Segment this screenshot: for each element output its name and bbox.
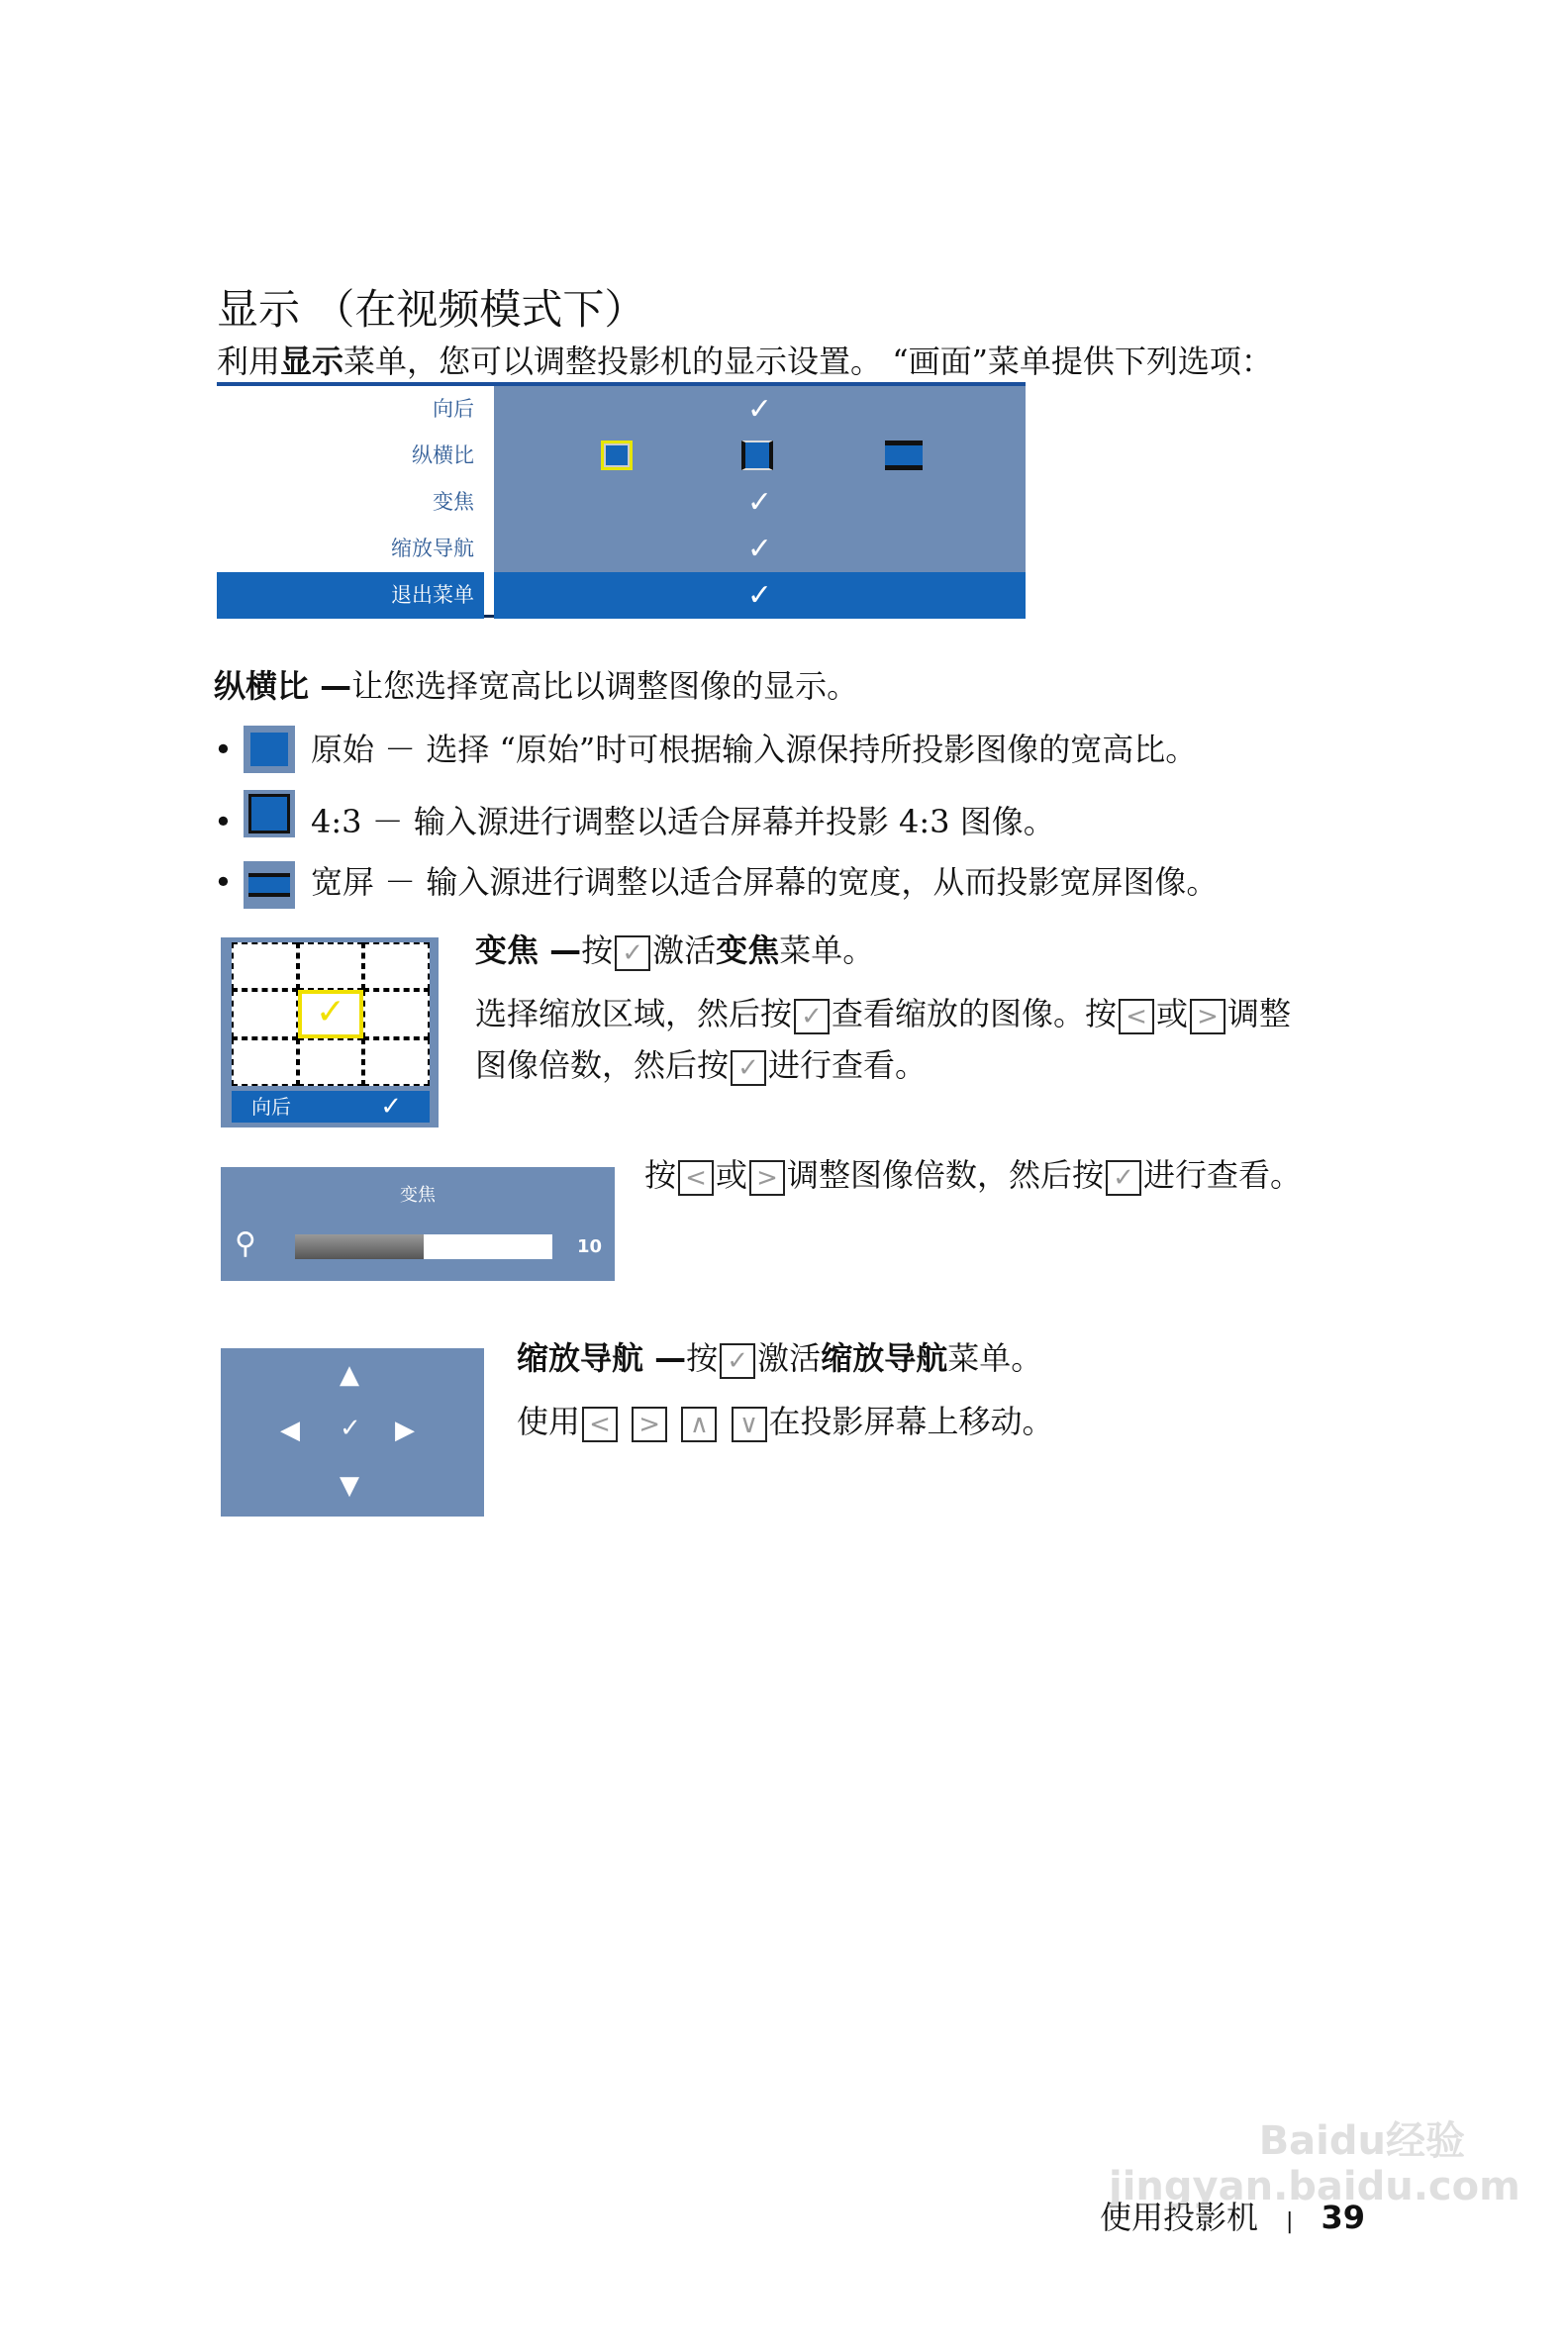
zoom-slider[interactable] [295,1234,552,1259]
footer-section: 使用投影机 [1100,2199,1259,2236]
check-icon: ✓ [494,386,1026,433]
aspect-original-icon [244,726,295,773]
text: 菜单。 [779,931,875,969]
check-key-icon: ✓ [720,1343,755,1379]
zoom-line-2 [475,994,1291,1034]
menu-row-zoom[interactable] [217,479,1026,526]
left-key-icon: < [582,1407,618,1442]
zoom-slider-fill [295,1234,424,1259]
text: 进行查看。 [768,1046,928,1084]
arrow-up-icon[interactable]: ▲ [340,1360,359,1390]
aspect-4-3-icon[interactable] [741,441,773,470]
magnifier-icon: ⚲ [235,1226,256,1261]
display-menu [217,382,1026,618]
back-label: 向后 [251,1095,291,1119]
zoom-area-grid [221,937,439,1127]
text: 在投影屏幕上移动。 [768,1403,1054,1440]
nav-line-2 [517,1402,1054,1442]
watermark: Baidu经验 jingyan.baidu.com [1109,2118,1520,2209]
text: 或 [1156,995,1189,1032]
aspect-original-icon[interactable] [601,441,633,470]
page-title: 显示 （在视频模式下） [217,285,646,334]
text: 使用 [517,1403,581,1440]
text: 激活 [757,1339,822,1377]
arrow-right-icon[interactable]: ▶ [395,1416,415,1445]
check-icon: ✓ [380,1092,402,1122]
menu-row-back[interactable] [217,386,1026,433]
aspect-options [494,433,1026,479]
down-key-icon: ∨ [732,1407,767,1442]
text: 调整图像倍数，然后按 [787,1156,1105,1194]
menu-label: 纵横比 [217,433,484,479]
menu-label: 变焦 [217,479,484,526]
aspect-item-text: 宽屏 － 输入源进行调整以适合屏幕的宽度，从而投影宽屏图像。 [311,863,1219,901]
bullet: • [214,803,233,840]
footer-sep: | [1286,2209,1294,2234]
check-icon: ✓ [494,479,1026,526]
arrow-left-icon[interactable]: ◀ [280,1416,300,1445]
aspect-desc [214,666,858,706]
check-icon: ✓ [494,572,1026,619]
text: 选择缩放区域，然后按 [475,995,793,1032]
zoom-panel [221,1167,615,1281]
check-key-icon: ✓ [794,999,830,1034]
menu-row-aspect[interactable] [217,433,1026,479]
aspect-4-3-icon [244,790,295,837]
aspect-item-original: • [214,731,233,768]
zoom-nav-panel [221,1348,484,1517]
intro-text [217,342,1273,381]
arrow-down-icon[interactable]: ▼ [340,1471,359,1501]
right-key-icon: > [632,1407,667,1442]
text: 激活 [652,931,717,969]
menu-label: 缩放导航 [217,526,484,572]
check-icon[interactable]: ✓ [340,1414,361,1443]
intro-bold: 显示 [280,343,344,380]
zoom-panel-title: 变焦 [400,1185,436,1206]
left-key-icon: < [678,1160,714,1196]
right-key-icon: > [749,1160,785,1196]
text-bold: 缩放导航 [821,1339,948,1377]
text: 进行查看。 [1143,1156,1303,1194]
text-bold: 变焦 [716,931,780,969]
aspect-item-text: 4:3 － 输入源进行调整以适合屏幕并投影 4:3 图像。 [311,803,1055,840]
zoom-line-4 [644,1155,1302,1196]
left-key-icon: < [1119,999,1154,1034]
zoom-line-3 [475,1045,927,1086]
check-icon: ✓ [494,526,1026,572]
page-number: 39 [1321,2199,1365,2236]
text: 调整 [1227,995,1292,1032]
check-key-icon: ✓ [731,1050,766,1086]
nav-heading: 缩放导航 — [517,1339,687,1377]
zoom-level: 10 [577,1236,603,1257]
nav-line-1 [517,1338,1042,1379]
text: 按 [644,1156,677,1194]
aspect-heading: 纵横比 — [214,667,352,705]
text: 按 [581,931,614,969]
aspect-item-text: 原始 － 选择 “原始”时可根据输入源保持所投影图像的宽高比。 [311,731,1198,768]
grid-back-button[interactable] [232,1091,430,1123]
intro-post: 菜单，您可以调整投影机的显示设置。 “画面”菜单提供下列选项： [343,343,1273,380]
menu-label: 向后 [217,386,484,433]
bullet: • [214,863,233,901]
aspect-desc-text: 让您选择宽高比以调整图像的显示。 [351,667,859,705]
text: 菜单。 [947,1339,1043,1377]
check-icon[interactable]: ✓ [298,990,364,1037]
up-key-icon: ∧ [681,1407,717,1442]
menu-row-zoom-nav[interactable] [217,526,1026,572]
zoom-line-1 [475,931,874,971]
menu-label: 退出菜单 [217,572,484,619]
text: 或 [716,1156,748,1194]
check-key-icon: ✓ [1106,1160,1141,1196]
aspect-wide-icon [244,861,295,909]
text: 查看缩放的图像。按 [832,995,1118,1032]
text: 图像倍数，然后按 [475,1046,730,1084]
aspect-wide-icon[interactable] [885,441,923,470]
check-key-icon: ✓ [615,935,650,971]
text: 按 [686,1339,719,1377]
menu-row-exit[interactable] [217,572,1026,619]
zoom-heading: 变焦 — [475,931,582,969]
intro-pre: 利用 [217,343,281,380]
right-key-icon: > [1190,999,1225,1034]
